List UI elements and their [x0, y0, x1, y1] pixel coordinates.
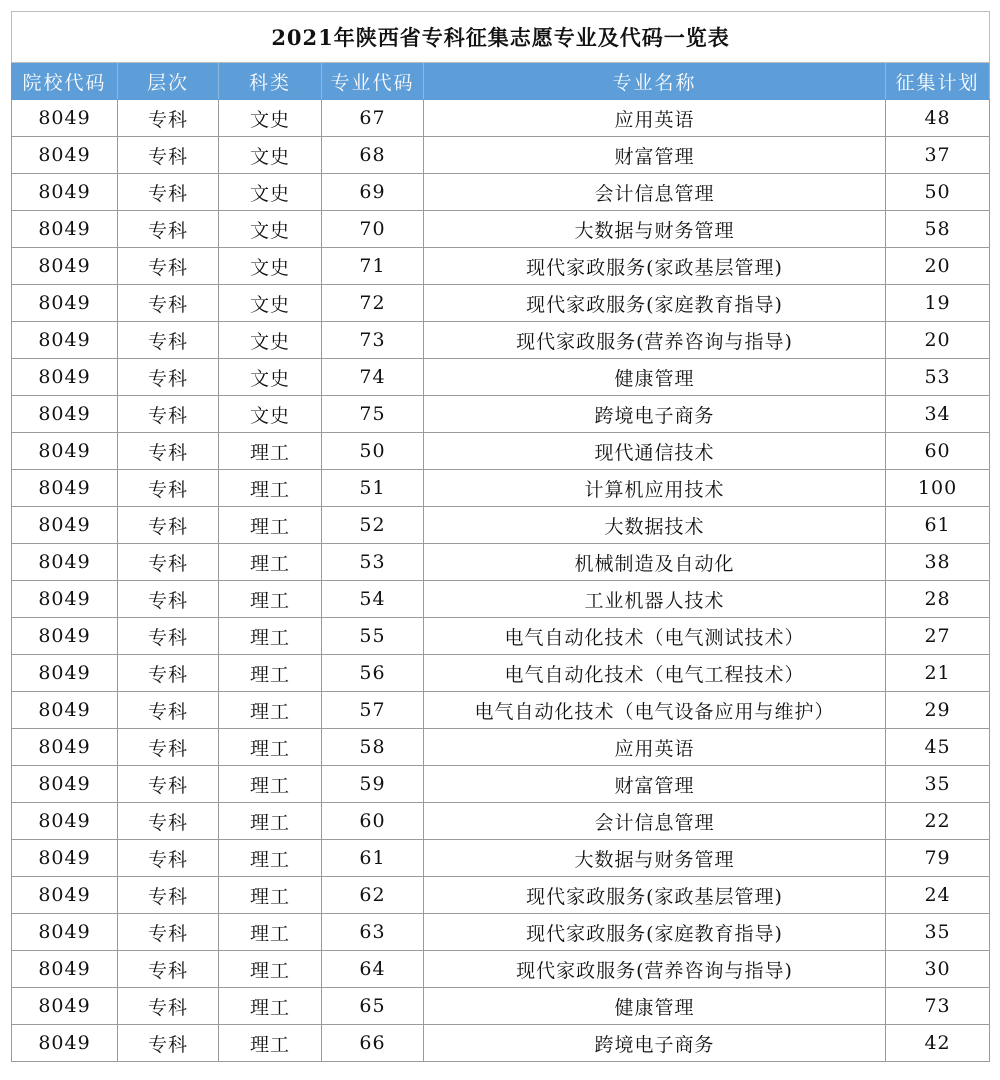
cell-school-code: 8049: [12, 655, 118, 692]
cell-major-code: 72: [322, 285, 424, 322]
cell-major-name: 健康管理: [424, 988, 886, 1025]
cell-major-name: 电气自动化技术（电气设备应用与维护）: [424, 692, 886, 729]
cell-level: 专科: [118, 1025, 219, 1062]
cell-major-code: 73: [322, 322, 424, 359]
cell-plan: 73: [886, 988, 990, 1025]
table-row: [12, 285, 990, 322]
cell-level: 专科: [118, 137, 219, 174]
cell-major-name: 跨境电子商务: [424, 396, 886, 433]
table-row: [12, 840, 990, 877]
cell-major-code: 59: [322, 766, 424, 803]
table-row: [12, 174, 990, 211]
cell-plan: 30: [886, 951, 990, 988]
cell-major-name: 现代通信技术: [424, 433, 886, 470]
cell-category: 理工: [219, 544, 322, 581]
cell-major-code: 65: [322, 988, 424, 1025]
cell-major-code: 53: [322, 544, 424, 581]
cell-category: 文史: [219, 396, 322, 433]
column-header-major-code: 专业代码: [322, 63, 424, 100]
table-row: [12, 692, 990, 729]
cell-major-code: 54: [322, 581, 424, 618]
cell-category: 理工: [219, 581, 322, 618]
cell-category: 理工: [219, 470, 322, 507]
cell-major-name: 现代家政服务(营养咨询与指导): [424, 322, 886, 359]
cell-category: 理工: [219, 692, 322, 729]
cell-category: 理工: [219, 433, 322, 470]
cell-school-code: 8049: [12, 285, 118, 322]
cell-level: 专科: [118, 914, 219, 951]
cell-level: 专科: [118, 692, 219, 729]
cell-major-code: 67: [322, 100, 424, 137]
cell-plan: 21: [886, 655, 990, 692]
table-body: [12, 100, 990, 1062]
cell-plan: 79: [886, 840, 990, 877]
cell-level: 专科: [118, 359, 219, 396]
cell-category: 文史: [219, 211, 322, 248]
cell-plan: 20: [886, 248, 990, 285]
cell-major-name: 现代家政服务(家政基层管理): [424, 248, 886, 285]
cell-major-name: 计算机应用技术: [424, 470, 886, 507]
cell-major-name: 财富管理: [424, 137, 886, 174]
cell-school-code: 8049: [12, 803, 118, 840]
table-title: 2021年陕西省专科征集志愿专业及代码一览表: [12, 12, 990, 63]
cell-school-code: 8049: [12, 840, 118, 877]
cell-school-code: 8049: [12, 137, 118, 174]
cell-category: 文史: [219, 359, 322, 396]
cell-major-name: 大数据与财务管理: [424, 211, 886, 248]
table-row: [12, 581, 990, 618]
cell-level: 专科: [118, 618, 219, 655]
cell-major-name: 应用英语: [424, 100, 886, 137]
cell-plan: 37: [886, 137, 990, 174]
cell-school-code: 8049: [12, 433, 118, 470]
table-row: [12, 766, 990, 803]
cell-school-code: 8049: [12, 322, 118, 359]
cell-plan: 24: [886, 877, 990, 914]
cell-major-code: 60: [322, 803, 424, 840]
title-row: [12, 12, 990, 63]
column-header-level: 层次: [118, 63, 219, 100]
table-row: [12, 1025, 990, 1062]
column-header-category: 科类: [219, 63, 322, 100]
cell-major-name: 跨境电子商务: [424, 1025, 886, 1062]
cell-major-name: 现代家政服务(家庭教育指导): [424, 285, 886, 322]
cell-school-code: 8049: [12, 248, 118, 285]
column-header-major-name: 专业名称: [424, 63, 886, 100]
cell-plan: 58: [886, 211, 990, 248]
cell-major-name: 大数据与财务管理: [424, 840, 886, 877]
cell-plan: 61: [886, 507, 990, 544]
cell-category: 理工: [219, 507, 322, 544]
cell-school-code: 8049: [12, 174, 118, 211]
cell-major-name: 机械制造及自动化: [424, 544, 886, 581]
cell-plan: 28: [886, 581, 990, 618]
cell-major-code: 51: [322, 470, 424, 507]
table-row: [12, 803, 990, 840]
cell-category: 文史: [219, 100, 322, 137]
cell-school-code: 8049: [12, 951, 118, 988]
cell-major-name: 现代家政服务(家庭教育指导): [424, 914, 886, 951]
cell-plan: 35: [886, 766, 990, 803]
cell-level: 专科: [118, 470, 219, 507]
cell-category: 文史: [219, 248, 322, 285]
cell-major-code: 56: [322, 655, 424, 692]
table-row: [12, 914, 990, 951]
cell-level: 专科: [118, 174, 219, 211]
cell-level: 专科: [118, 951, 219, 988]
column-header-school-code: 院校代码: [12, 63, 118, 100]
cell-level: 专科: [118, 803, 219, 840]
cell-plan: 53: [886, 359, 990, 396]
table-row: [12, 470, 990, 507]
cell-major-code: 66: [322, 1025, 424, 1062]
cell-level: 专科: [118, 544, 219, 581]
cell-category: 理工: [219, 618, 322, 655]
cell-major-code: 74: [322, 359, 424, 396]
cell-major-name: 电气自动化技术（电气测试技术）: [424, 618, 886, 655]
cell-level: 专科: [118, 248, 219, 285]
cell-major-code: 68: [322, 137, 424, 174]
cell-level: 专科: [118, 433, 219, 470]
cell-level: 专科: [118, 988, 219, 1025]
cell-school-code: 8049: [12, 988, 118, 1025]
enrollment-sheet: [11, 11, 989, 1062]
cell-school-code: 8049: [12, 211, 118, 248]
cell-plan: 20: [886, 322, 990, 359]
cell-plan: 22: [886, 803, 990, 840]
cell-plan: 38: [886, 544, 990, 581]
table-row: [12, 618, 990, 655]
cell-level: 专科: [118, 396, 219, 433]
cell-level: 专科: [118, 840, 219, 877]
cell-level: 专科: [118, 766, 219, 803]
cell-plan: 19: [886, 285, 990, 322]
column-header-plan: 征集计划: [886, 63, 990, 100]
cell-school-code: 8049: [12, 470, 118, 507]
cell-school-code: 8049: [12, 729, 118, 766]
cell-level: 专科: [118, 100, 219, 137]
cell-major-code: 50: [322, 433, 424, 470]
table-row: [12, 211, 990, 248]
table-row: [12, 988, 990, 1025]
cell-major-code: 61: [322, 840, 424, 877]
cell-major-name: 应用英语: [424, 729, 886, 766]
cell-school-code: 8049: [12, 100, 118, 137]
cell-level: 专科: [118, 322, 219, 359]
majors-table: [11, 11, 990, 1062]
cell-major-name: 现代家政服务(营养咨询与指导): [424, 951, 886, 988]
cell-plan: 35: [886, 914, 990, 951]
cell-school-code: 8049: [12, 766, 118, 803]
cell-major-name: 现代家政服务(家政基层管理): [424, 877, 886, 914]
cell-category: 文史: [219, 137, 322, 174]
cell-school-code: 8049: [12, 507, 118, 544]
cell-plan: 42: [886, 1025, 990, 1062]
cell-level: 专科: [118, 655, 219, 692]
table-row: [12, 877, 990, 914]
table-row: [12, 544, 990, 581]
cell-major-name: 会计信息管理: [424, 803, 886, 840]
cell-plan: 29: [886, 692, 990, 729]
table-row: [12, 433, 990, 470]
header-row: [12, 63, 990, 100]
cell-major-code: 75: [322, 396, 424, 433]
cell-school-code: 8049: [12, 1025, 118, 1062]
cell-plan: 48: [886, 100, 990, 137]
cell-school-code: 8049: [12, 544, 118, 581]
cell-category: 理工: [219, 840, 322, 877]
table-row: [12, 729, 990, 766]
cell-major-name: 电气自动化技术（电气工程技术）: [424, 655, 886, 692]
cell-category: 理工: [219, 988, 322, 1025]
cell-school-code: 8049: [12, 359, 118, 396]
cell-school-code: 8049: [12, 618, 118, 655]
table-row: [12, 100, 990, 137]
cell-major-code: 71: [322, 248, 424, 285]
cell-major-code: 57: [322, 692, 424, 729]
cell-school-code: 8049: [12, 581, 118, 618]
cell-major-code: 58: [322, 729, 424, 766]
cell-level: 专科: [118, 507, 219, 544]
table-row: [12, 248, 990, 285]
table-row: [12, 359, 990, 396]
cell-major-name: 财富管理: [424, 766, 886, 803]
table-row: [12, 507, 990, 544]
cell-major-name: 健康管理: [424, 359, 886, 396]
table-row: [12, 396, 990, 433]
cell-plan: 27: [886, 618, 990, 655]
cell-major-code: 70: [322, 211, 424, 248]
cell-category: 理工: [219, 914, 322, 951]
table-row: [12, 137, 990, 174]
cell-school-code: 8049: [12, 692, 118, 729]
cell-level: 专科: [118, 211, 219, 248]
cell-major-name: 大数据技术: [424, 507, 886, 544]
cell-school-code: 8049: [12, 396, 118, 433]
cell-level: 专科: [118, 285, 219, 322]
cell-major-code: 52: [322, 507, 424, 544]
cell-category: 理工: [219, 766, 322, 803]
cell-plan: 50: [886, 174, 990, 211]
cell-plan: 45: [886, 729, 990, 766]
cell-category: 文史: [219, 285, 322, 322]
cell-major-code: 69: [322, 174, 424, 211]
cell-major-code: 64: [322, 951, 424, 988]
table-row: [12, 655, 990, 692]
cell-category: 理工: [219, 951, 322, 988]
cell-major-code: 62: [322, 877, 424, 914]
table-row: [12, 322, 990, 359]
cell-major-code: 55: [322, 618, 424, 655]
cell-school-code: 8049: [12, 877, 118, 914]
cell-category: 理工: [219, 877, 322, 914]
cell-plan: 60: [886, 433, 990, 470]
cell-category: 理工: [219, 1025, 322, 1062]
cell-plan: 34: [886, 396, 990, 433]
cell-major-name: 会计信息管理: [424, 174, 886, 211]
cell-school-code: 8049: [12, 914, 118, 951]
cell-category: 理工: [219, 803, 322, 840]
cell-category: 理工: [219, 729, 322, 766]
table-row: [12, 951, 990, 988]
cell-major-code: 63: [322, 914, 424, 951]
cell-major-name: 工业机器人技术: [424, 581, 886, 618]
cell-level: 专科: [118, 729, 219, 766]
cell-level: 专科: [118, 877, 219, 914]
cell-plan: 100: [886, 470, 990, 507]
cell-category: 文史: [219, 322, 322, 359]
cell-level: 专科: [118, 581, 219, 618]
cell-category: 文史: [219, 174, 322, 211]
cell-category: 理工: [219, 655, 322, 692]
